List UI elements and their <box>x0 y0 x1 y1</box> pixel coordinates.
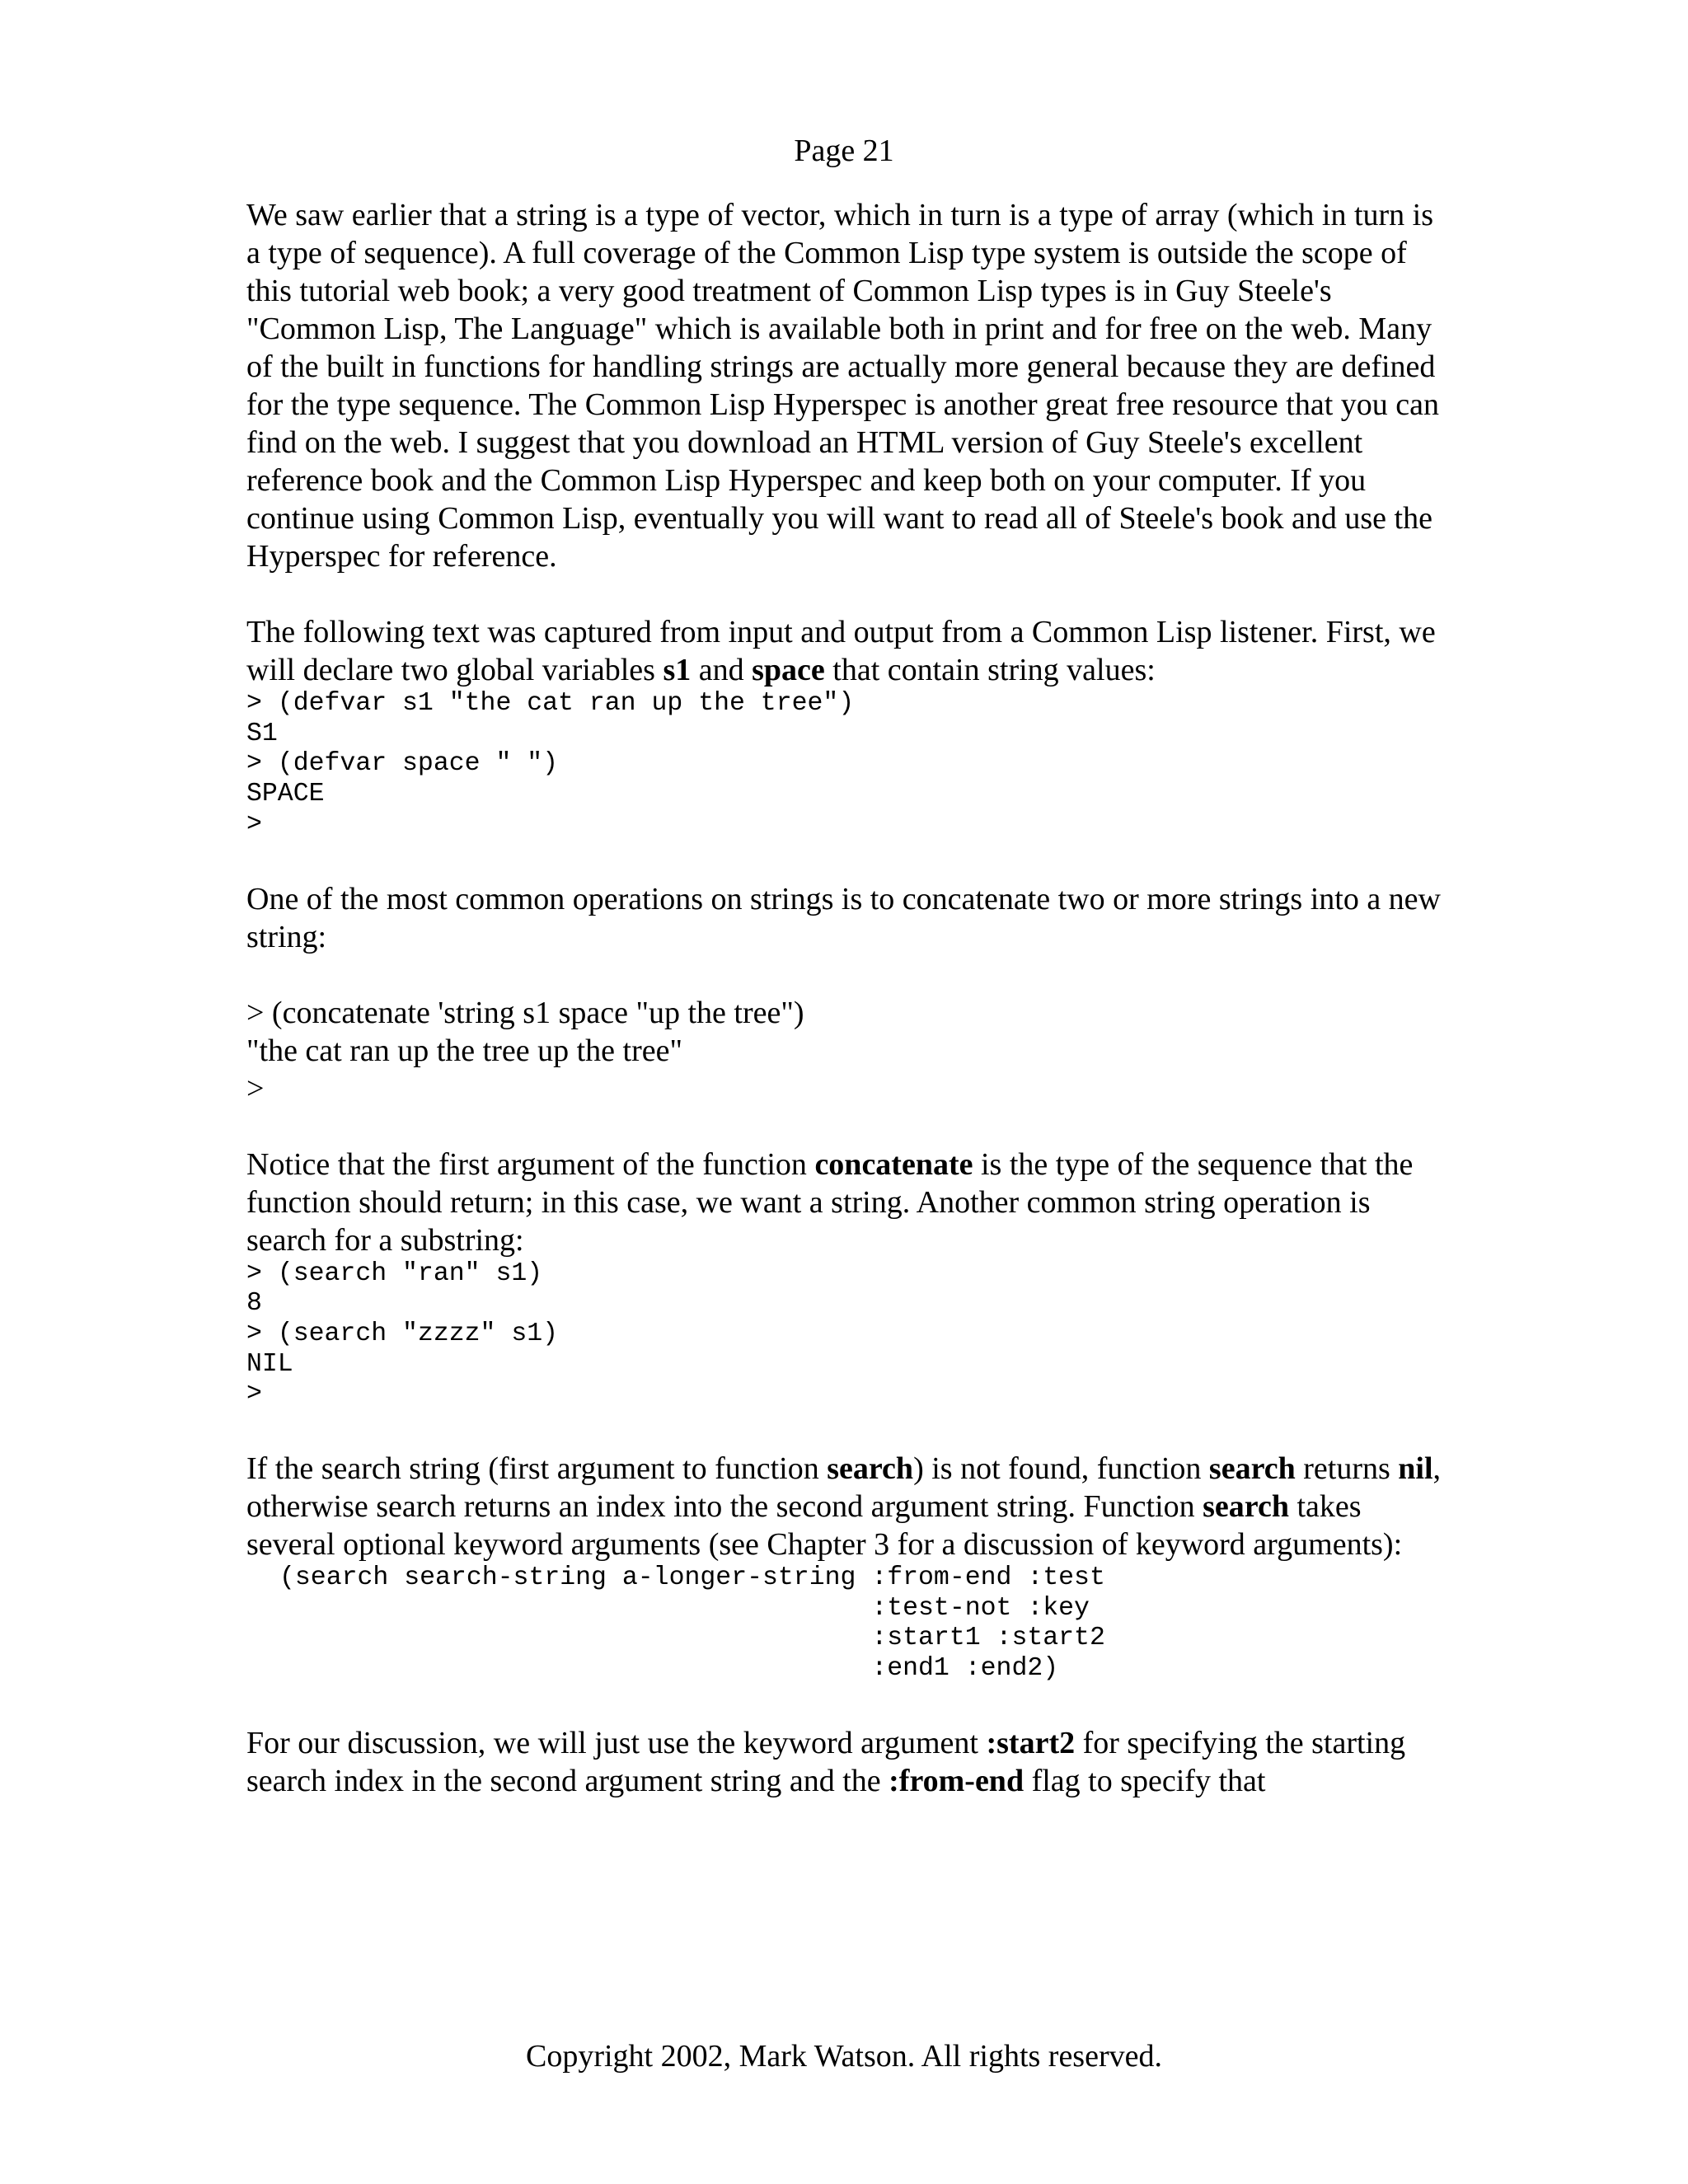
paragraph-concatenate-intro: One of the most common operations on strings is to concatenate two or more strings into a new string: <box>246 881 1441 954</box>
term-from-end: :from-end <box>889 1763 1025 1798</box>
code-line: :start1 :start2 <box>279 1624 1105 1653</box>
code-line: > (defvar space " ") <box>246 749 559 779</box>
paragraph-listener-intro <box>246 613 1442 689</box>
term-search: search <box>1203 1489 1289 1525</box>
term-search: search <box>1208 1451 1296 1487</box>
page-body <box>246 196 1442 1800</box>
text-span: and <box>691 653 753 687</box>
code-line: NIL <box>246 1349 293 1379</box>
text-span: , otherwise search returns an index into the second argument string. Function <box>246 1451 1442 1525</box>
term-concatenate: concatenate <box>814 1146 973 1182</box>
code-block-concatenate <box>246 994 1442 1108</box>
code-line: :test-not :key <box>279 1593 1090 1623</box>
page-number: Page 21 <box>794 134 894 168</box>
code-block-search <box>246 1259 1442 1411</box>
copyright-footer: Copyright 2002, Mark Watson. All rights reserved. <box>526 2039 1162 2074</box>
text-span: that contain string values: <box>824 653 1156 687</box>
code-line: > <box>246 1071 265 1106</box>
term-nil: nil <box>1398 1451 1433 1487</box>
text-span: flag to specify that <box>1024 1763 1266 1798</box>
text-span: The following text was captured from input and output from a Common Lisp listener. First, we will declare two global variables <box>246 615 1436 687</box>
paragraph-keyword-discussion <box>246 1724 1442 1800</box>
term-search: search <box>827 1451 914 1487</box>
code-line: > (search "zzzz" s1) <box>246 1319 559 1348</box>
text-span: If the search string (first argument to function <box>246 1451 828 1487</box>
term-s1: s1 <box>663 653 692 687</box>
text-span: for specifying the starting search index in the second argument string and the <box>246 1725 1406 1798</box>
code-line: > (concatenate 'string s1 space "up the tree") <box>246 995 804 1030</box>
text-span: returns <box>1295 1451 1399 1487</box>
term-space: space <box>752 653 825 687</box>
text-span: Notice that the first argument of the function <box>246 1146 815 1182</box>
text-span: ) is not found, function <box>913 1451 1209 1487</box>
term-start2: :start2 <box>986 1725 1076 1760</box>
code-block-defvar <box>246 689 1442 841</box>
code-line: > (defvar s1 "the cat ran up the tree") <box>246 689 855 718</box>
code-line: (search search-string a-longer-string :from-end :test <box>279 1563 1105 1593</box>
code-line: SPACE <box>246 780 325 809</box>
paragraph-type-system: We saw earlier that a string is a type of vector, which in turn is a type of array (which in turn is a type of sequence). A full coverage of the Common Lisp type system is outside the scope of this tutorial web book; a very good treatment of Common Lisp types is in Guy Steele's "Common Lisp, The Language" which is available both in print and for free on the web. Many of the built in functions for handling strings are actually more general because they are defined for the type sequence. The Common Lisp Hyperspec is another great free resource that you can find on the web. I suggest that you download an HTML version of Guy Steele's excellent reference book and the Common Lisp Hyperspec and keep both on your computer. If you continue using Common Lisp, eventually you will want to read all of Steele's book and use the Hyperspec for reference. <box>246 198 1439 574</box>
code-line: 8 <box>246 1289 262 1319</box>
code-line: > <box>246 809 262 839</box>
code-line: :end1 :end2) <box>279 1654 1059 1684</box>
text-span: is the type of the sequence that the function should return; in this case, we want a string. Another common string operation is search for a substring: <box>246 1146 1414 1258</box>
code-line: > <box>246 1380 262 1409</box>
text-span: takes several optional keyword arguments (see Chapter 3 for a discussion of keyword arguments): <box>246 1489 1403 1563</box>
code-line: "the cat ran up the tree up the tree" <box>246 1033 682 1068</box>
code-line: S1 <box>246 719 278 748</box>
code-line: > (search "ran" s1) <box>246 1258 543 1288</box>
text-span: For our discussion, we will just use the keyword argument <box>246 1725 987 1760</box>
paragraph-search-explanation <box>246 1450 1442 1563</box>
paragraph-concatenate-notice <box>246 1146 1442 1259</box>
code-block-search-signature <box>279 1563 1442 1685</box>
